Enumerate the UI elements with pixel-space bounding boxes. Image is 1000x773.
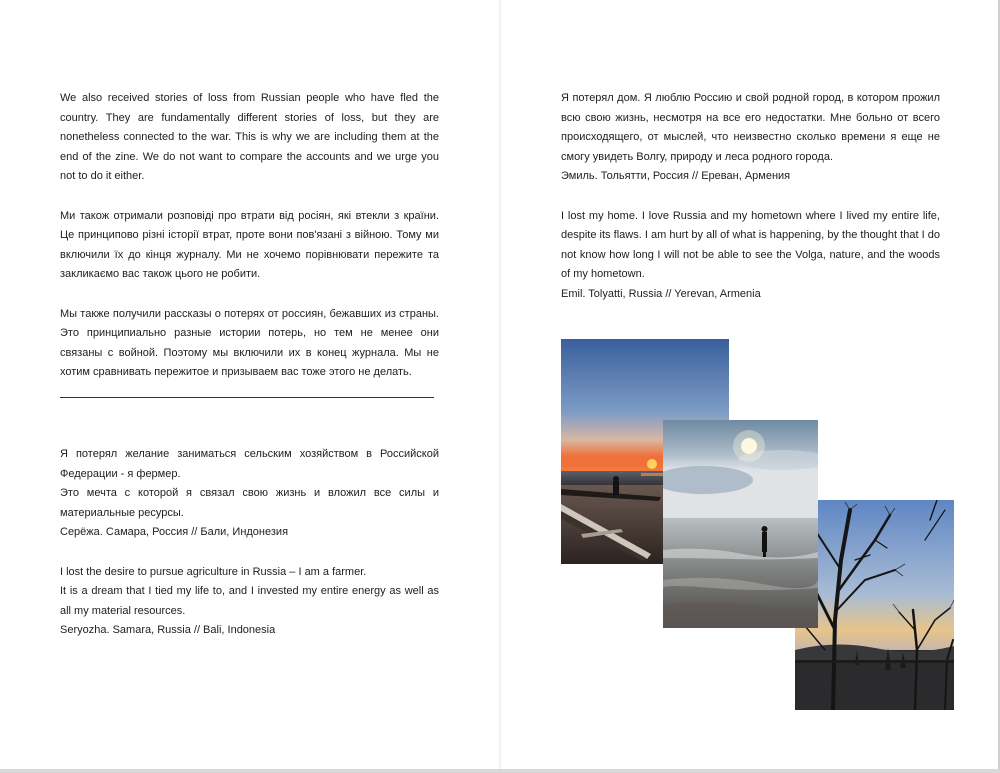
page-spine bbox=[499, 0, 501, 769]
intro-russian: Мы также получили рассказы о потерях от россиян, бежавших из страны. Это принципиально разные истории потерь, но тем не менее они связаны с войной. Поэтому мы включили их в конец журнала. Мы не хотим сравнивать пережитое и призываем вас тоже этого не делать. bbox=[60, 307, 439, 379]
story1-english-line2: It is a dream that I tied my life to, and I invested my entire energy as well as all my material resources. bbox=[60, 585, 439, 617]
story2-english: I lost my home. I love Russia and my hometown where I lived my entire life, despite its flaws. I am hurt by all of what is happening, by the thought that I do not know how long I will not be able to see the Volga, nature, and the woods of my hometown. bbox=[561, 209, 940, 281]
story1-english-attribution: Seryozha. Samara, Russia // Bali, Indonesia bbox=[60, 624, 276, 637]
story2-russian: Я потерял дом. Я люблю Россию и свой родной город, в котором прожил всю свою жизнь, несмотря на все его недостатки. Мне больно от всего происходящего, от мыслей, что неизвестно сколько времени я еще не смогу увидеть Волгу, природу и леса родного города. bbox=[561, 92, 940, 163]
figure-on-shore-photo bbox=[663, 420, 818, 628]
story1-russian-attribution: Серёжа. Самара, Россия // Бали, Индонезия bbox=[60, 526, 289, 539]
story1-russian-line2: Это мечта с которой я связал свою жизнь и вложил все силы и материальные ресурсы. bbox=[60, 487, 439, 519]
story1-russian-line1: Я потерял желание заниматься сельским хозяйством в Российской Федерации - я фермер. bbox=[60, 448, 439, 480]
story2-russian-attribution: Эмиль. Тольятти, Россия // Ереван, Армения bbox=[561, 170, 791, 183]
bare-trees-photo bbox=[795, 500, 954, 710]
right-page bbox=[561, 89, 940, 305]
intro-english: We also received stories of loss from Russian people who have fled the country. They are fundamentally different stories of loss, but they are nonetheless connected to the war. This is why we are including them at the end of the zine. We do not want to compare the accounts and we urge you not to do it either. bbox=[60, 92, 439, 183]
intro-ukrainian: Ми також отримали розповіді про втрати від росіян, які втекли з країни. Це принципово різні історії втрат, проте вони пов'язані з війною. Тому ми включили їх до кінця журналу. Ми не хочемо порівнювати пережите та закликаємо вас також цього не робити. bbox=[60, 209, 439, 281]
story1-english-line1: I lost the desire to pursue agriculture in Russia – I am a farmer. bbox=[60, 565, 367, 578]
left-page bbox=[60, 89, 439, 641]
story2-english-attribution: Emil. Tolyatti, Russia // Yerevan, Armenia bbox=[561, 287, 761, 300]
